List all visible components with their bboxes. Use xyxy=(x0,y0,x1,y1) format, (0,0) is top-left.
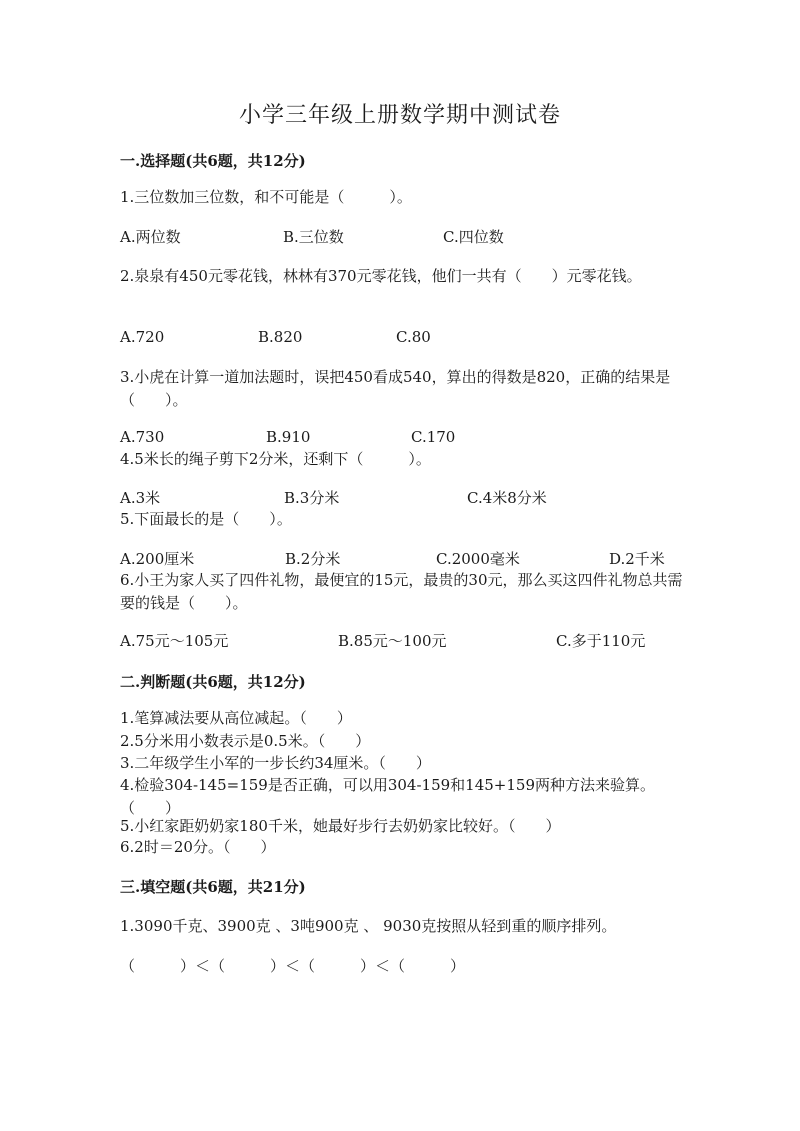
q5-option-a: A.200厘米 xyxy=(120,550,195,568)
q2-option-a: A.720 xyxy=(120,328,165,346)
tf-item-3: 3.二年级学生小军的一步长约34厘米。（ ） xyxy=(120,754,431,772)
section-heading-fill-blank: 三.填空题(共6题，共21分) xyxy=(120,878,306,896)
question-2: 2.泉泉有450元零花钱，林林有370元零花钱，他们一共有（ ）元零花钱。 xyxy=(120,267,642,285)
section-heading-choice: 一.选择题(共6题，共12分) xyxy=(120,152,306,170)
q4-option-a: A.3米 xyxy=(120,489,161,507)
q4-option-b: B.3分米 xyxy=(284,489,340,507)
q6-option-b: B.85元～100元 xyxy=(338,632,447,650)
q2-option-b: B.820 xyxy=(258,328,303,346)
q5-option-c: C.2000毫米 xyxy=(436,550,520,568)
tf-item-1: 1.笔算减法要从高位减起。（ ） xyxy=(120,709,352,727)
question-1: 1.三位数加三位数，和不可能是（ ）。 xyxy=(120,188,412,206)
q3-option-b: B.910 xyxy=(266,428,311,446)
question-3: 3.小虎在计算一道加法题时，误把450看成540，算出的得数是820，正确的结果是（ ）。 xyxy=(120,368,671,409)
q3-option-c: C.170 xyxy=(411,428,456,446)
q4-option-c: C.4米8分米 xyxy=(467,489,547,507)
question-4: 4.5米长的绳子剪下2分米，还剩下（ ）。 xyxy=(120,450,431,468)
fill-answer-line: （ ）＜（ ）＜（ ）＜（ ） xyxy=(120,957,466,975)
q5-option-d: D.2千米 xyxy=(609,550,665,568)
tf-item-4: 4.检验304-145=159是否正确，可以用304-159和145+159两种方法来验算。（ ） xyxy=(120,776,655,817)
fill-item-1: 1.3090千克、3900克 、3吨900克 、 9030克按照从轻到重的顺序排列。 xyxy=(120,917,617,935)
tf-item-6: 6.2时＝20分。（ ） xyxy=(120,838,276,856)
tf-item-5: 5.小红家距奶奶家180千米，她最好步行去奶奶家比较好。（ ） xyxy=(120,817,561,835)
page-title: 小学三年级上册数学期中测试卷 xyxy=(238,103,561,128)
q1-option-b: B.三位数 xyxy=(283,228,344,246)
q5-option-b: B.2分米 xyxy=(285,550,341,568)
question-5: 5.下面最长的是（ ）。 xyxy=(120,510,292,528)
section-heading-true-false: 二.判断题(共6题，共12分) xyxy=(120,673,306,691)
q1-option-c: C.四位数 xyxy=(443,228,504,246)
tf-item-2: 2.5分米用小数表示是0.5米。（ ） xyxy=(120,732,371,750)
q6-option-a: A.75元～105元 xyxy=(120,632,229,650)
question-6: 6.小王为家人买了四件礼物，最便宜的15元，最贵的30元，那么买这四件礼物总共需要的钱是（ ）。 xyxy=(120,571,683,612)
q6-option-c: C.多于110元 xyxy=(556,632,646,650)
q2-option-c: C.80 xyxy=(396,328,431,346)
q1-option-a: A.两位数 xyxy=(120,228,181,246)
q3-option-a: A.730 xyxy=(120,428,165,446)
